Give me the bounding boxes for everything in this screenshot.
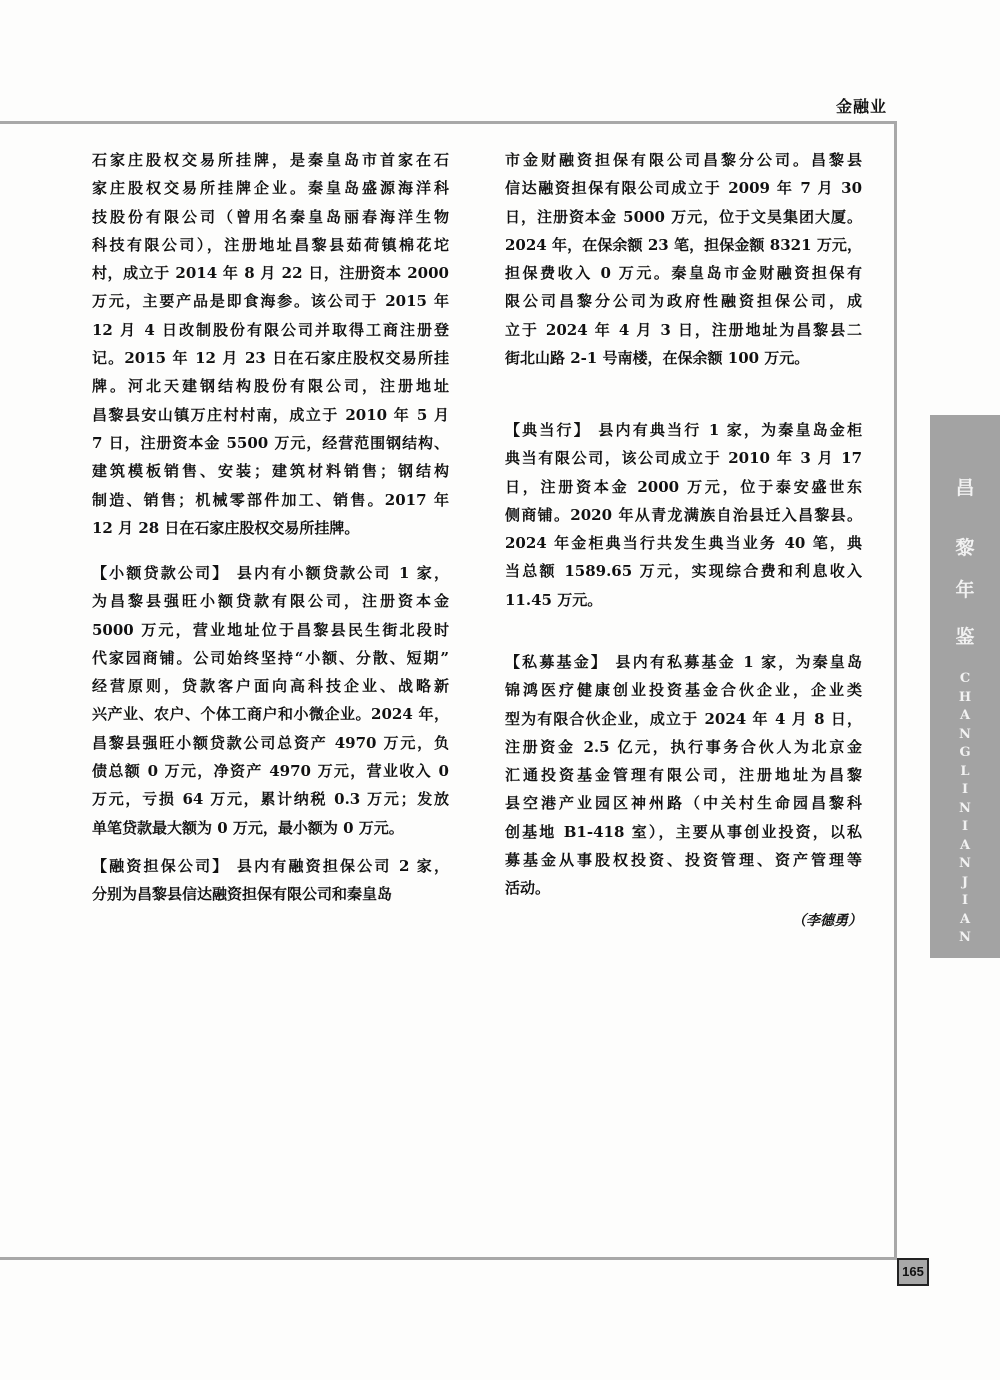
text-line: 12 月 28 日在石家庄股权交易所挂牌。 — [92, 518, 360, 537]
side-tab-letter: J — [961, 874, 969, 890]
text-line: 代家园商铺。公司始终坚持“小额、分散、短期” — [92, 648, 449, 667]
text-line: 制造、销售；机械零部件加工、销售。2017 年 — [92, 490, 449, 509]
side-tab-letter: G — [959, 745, 971, 760]
text-line: 日，注册资本金 5000 万元，位于文昊集团大厦。 — [505, 207, 862, 226]
text-line: 为昌黎县强旺小额贷款有限公司，注册资本金 — [92, 592, 449, 611]
text-line: 兴产业、农户、个体工商户和小微企业。2024 年， — [92, 705, 449, 724]
paragraph-guarantee-continued — [505, 146, 862, 372]
text-line: 信达融资担保有限公司成立于 2009 年 7 月 30 — [505, 179, 862, 198]
side-tab-letter: I — [961, 819, 969, 834]
paragraph-listed-companies — [92, 146, 449, 542]
text-line: 县空港产业园区神州路（中关村生命园昌黎科 — [505, 794, 862, 813]
side-tab-letter: A — [959, 837, 971, 853]
side-tab-char: 年 — [955, 579, 975, 601]
text-line: 典当有限公司，该公司成立于 2010 年 3 月 17 — [505, 449, 862, 468]
text-line: 市金财融资担保有限公司昌黎分公司。昌黎县 — [505, 151, 862, 169]
side-tab-char: 昌 — [955, 477, 975, 499]
side-tab-letter: C — [959, 671, 971, 686]
text-line: 担保费收入 0 万元。秦皇岛市金财融资担保有 — [505, 264, 862, 283]
text-line: 2024 年，在保余额 23 笔，担保金额 8321 万元， — [505, 235, 862, 254]
paragraph-financing-guarantee — [92, 852, 449, 909]
text-line: 村，成立于 2014 年 8 月 22 日，注册资本 2000 — [92, 264, 449, 283]
side-tab-char: 鉴 — [955, 626, 975, 648]
text-line: 经营原则，贷款客户面向高科技企业、战略新 — [92, 677, 449, 696]
text-line: 5000 万元，营业地址位于昌黎县民生街北段时 — [92, 620, 449, 639]
side-tab-yearbook — [930, 415, 1000, 958]
side-tab-letter: N — [959, 856, 971, 871]
text-line: 万元，主要产品是即食海参。该公司于 2015 年 — [92, 292, 449, 311]
paragraph-private-fund — [505, 648, 862, 903]
text-line: 2024 年金柜典当行共发生典当业务 40 笔，典 — [505, 534, 862, 553]
side-tab-letter: A — [959, 708, 971, 723]
text-line: 募基金从事股权投资、投资管理、资产管理等 — [505, 851, 862, 870]
text-line: 家庄股权交易所挂牌企业。秦皇岛盛源海洋科 — [92, 179, 449, 198]
text-line: 科技有限公司），注册地址昌黎县茹荷镇棉花坨 — [92, 235, 449, 254]
text-line: 注册资金 2.5 亿元，执行事务合伙人为北京金 — [505, 737, 862, 756]
text-line: 分别为昌黎县信达融资担保有限公司和秦皇岛 — [92, 885, 393, 904]
text-line: 活动。 — [505, 879, 551, 898]
side-tab-letter: L — [960, 763, 970, 779]
side-tab-letter: N — [959, 800, 971, 816]
side-tab-letter: A — [959, 911, 971, 927]
page-number: 165 — [897, 1258, 929, 1286]
text-line: 型为有限合伙企业，成立于 2024 年 4 月 8 日， — [505, 709, 862, 728]
text-line: 记。2015 年 12 月 23 日在石家庄股权交易所挂 — [92, 349, 449, 368]
side-tab-char: 黎 — [955, 537, 975, 559]
text-line: 7 日，注册资本金 5500 万元，经营范围钢结构、 — [92, 433, 449, 452]
text-line: 锦鸿医疗健康创业投资基金合伙企业，企业类 — [505, 681, 862, 700]
paragraph-pawnshop — [505, 416, 862, 614]
text-line: 日，注册资本金 2000 万元，位于泰安盛世东 — [505, 477, 862, 496]
text-line: 11.45 万元。 — [505, 590, 603, 609]
side-tab-letter: I — [961, 893, 969, 908]
text-line: 【典当行】 县内有典当行 1 家，为秦皇岛金柜 — [505, 421, 862, 439]
text-line: 牌。河北天建钢结构股份有限公司，注册地址 — [92, 377, 449, 396]
text-line: 单笔贷款最大额为 0 万元，最小额为 0 万元。 — [92, 818, 404, 837]
paragraph-microcredit — [92, 559, 449, 842]
text-line: 【私募基金】 县内有私募基金 1 家，为秦皇岛 — [505, 653, 862, 671]
text-line: 侧商铺。2020 年从青龙满族自治县迁入昌黎县。 — [505, 505, 862, 524]
author-credit: （李德勇） — [792, 913, 862, 929]
text-line: 万元，亏损 64 万元，累计纳税 0.3 万元；发放 — [92, 790, 449, 809]
side-tab-letter: I — [961, 782, 969, 797]
text-line: 限公司昌黎分公司为政府性融资担保公司，成 — [505, 292, 862, 311]
text-line: 12 月 4 日改制股份有限公司并取得工商注册登 — [92, 320, 449, 339]
text-line: 汇通投资基金管理有限公司，注册地址为昌黎 — [505, 766, 862, 785]
side-tab-pinyin — [930, 670, 1000, 948]
text-line: 昌黎县安山镇万庄村村南，成立于 2010 年 5 月 — [92, 405, 449, 424]
text-line: 创基地 B1-418 室），主要从事创业投资，以私 — [505, 822, 862, 841]
text-line: 立于 2024 年 4 月 3 日，注册地址为昌黎县二 — [505, 320, 862, 339]
text-line: 技股份有限公司（曾用名秦皇岛丽春海洋生物 — [92, 207, 449, 226]
text-line: 债总额 0 万元，净资产 4970 万元，营业收入 0 — [92, 762, 449, 781]
text-line: 街北山路 2-1 号南楼，在保余额 100 万元。 — [505, 349, 810, 368]
section-title: 金融业 — [836, 97, 888, 116]
side-tab-letter: H — [958, 689, 972, 705]
text-line: 【融资担保公司】 县内有融资担保公司 2 家， — [92, 857, 449, 875]
text-line: 昌黎县强旺小额贷款公司总资产 4970 万元，负 — [92, 733, 449, 752]
text-line: 当总额 1589.65 万元，实现综合费和利息收入 — [505, 562, 862, 581]
text-line: 建筑模板销售、安装；建筑材料销售；钢结构 — [92, 462, 449, 481]
side-tab-letter: N — [959, 930, 971, 945]
text-line: 石家庄股权交易所挂牌，是秦皇岛市首家在石 — [92, 151, 449, 169]
side-tab-letter: N — [959, 726, 971, 742]
text-line: 【小额贷款公司】 县内有小额贷款公司 1 家， — [92, 564, 449, 582]
